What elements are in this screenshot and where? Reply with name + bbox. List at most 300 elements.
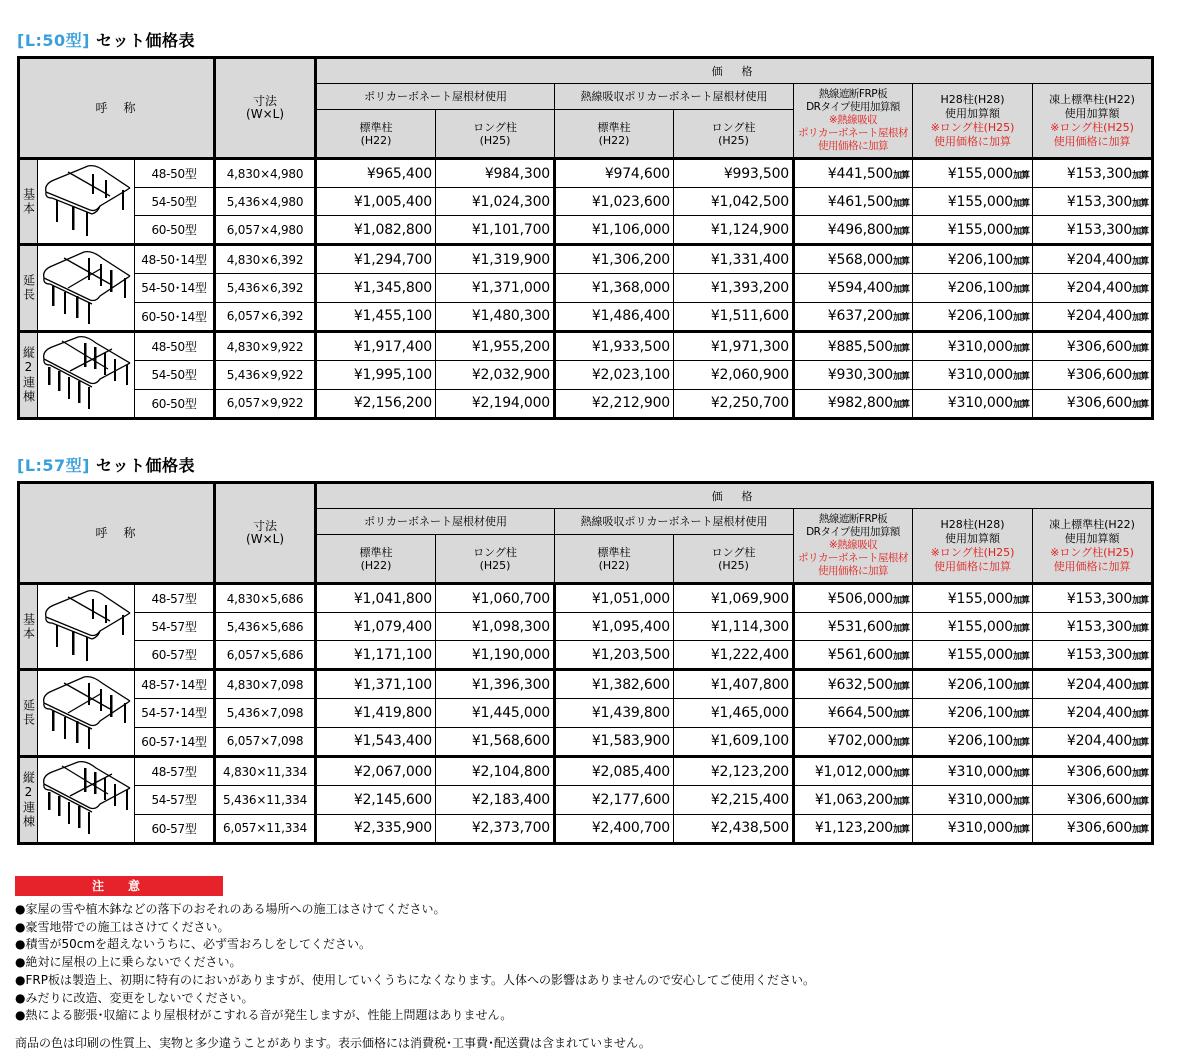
- add-amount: ¥204,400: [1066, 704, 1133, 721]
- price-cell-heat-long: ¥1,331,400: [674, 245, 794, 274]
- add-cell-frost-add: [1033, 757, 1153, 786]
- header-heat-long: [674, 110, 794, 159]
- add-amount: ¥306,600: [1066, 338, 1133, 355]
- group-label: 縦2連棟: [19, 757, 38, 844]
- header-poly-standard-line2: (H22): [360, 558, 392, 572]
- table-row: [19, 302, 1153, 331]
- price-cell-poly-std: ¥2,156,200: [316, 389, 436, 418]
- add-suffix: 加算: [1013, 796, 1030, 807]
- add-amount: ¥310,000: [947, 338, 1013, 355]
- price-cell-heat-long: ¥2,123,200: [674, 757, 794, 786]
- header-frp-line2: DRタイプ使用加算額: [806, 101, 900, 113]
- size-cell: 6,057×7,098: [215, 727, 316, 756]
- price-cell-heat-long: ¥1,971,300: [674, 332, 794, 361]
- add-suffix: 加算: [1013, 371, 1030, 382]
- group-label: 延長: [19, 670, 38, 757]
- add-amount: ¥153,300: [1066, 193, 1133, 210]
- header-frp-note1: ※熱線吸収: [828, 114, 878, 126]
- size-cell: 5,436×6,392: [215, 274, 316, 302]
- header-heat-standard-line1: 標準柱: [597, 120, 631, 134]
- price-cell-poly-long: ¥1,568,600: [436, 727, 555, 756]
- caution-note: ●みだりに改造、変更をしないでください。: [15, 990, 254, 1005]
- add-cell-frp-add: [794, 389, 913, 418]
- header-h28-line2: 使用加算額: [945, 531, 1001, 545]
- price-cell-heat-std: ¥974,600: [555, 159, 674, 188]
- add-amount: ¥204,400: [1066, 676, 1133, 693]
- add-amount: ¥206,100: [947, 308, 1013, 325]
- add-suffix: 加算: [893, 198, 910, 209]
- add-suffix: 加算: [893, 371, 910, 382]
- add-amount: ¥885,500: [827, 338, 893, 355]
- table-row: [19, 786, 1153, 814]
- add-suffix: 加算: [893, 796, 910, 807]
- price-cell-poly-long: ¥1,024,300: [436, 188, 555, 216]
- caution-note: ●積雪が50cmを超えないうちに、必ず雪おろしをしてください。: [15, 937, 372, 952]
- add-amount: ¥206,100: [947, 733, 1013, 750]
- add-cell-frost-add: [1033, 814, 1153, 843]
- add-amount: ¥531,600: [827, 618, 893, 635]
- add-amount: ¥310,000: [947, 763, 1013, 780]
- double-carport-icon: [38, 757, 135, 844]
- add-suffix: 加算: [1132, 313, 1149, 324]
- add-amount: ¥155,000: [947, 646, 1013, 663]
- add-suffix: 加算: [1132, 681, 1149, 692]
- add-cell-h28-add: [913, 188, 1033, 216]
- add-suffix: 加算: [1132, 796, 1149, 807]
- add-amount: ¥155,000: [947, 618, 1013, 635]
- add-cell-frp-add: [794, 302, 913, 331]
- price-cell-heat-long: ¥1,609,100: [674, 727, 794, 756]
- add-cell-frost-add: [1033, 699, 1153, 727]
- add-suffix: 加算: [1132, 768, 1149, 779]
- price-cell-poly-std: ¥2,145,600: [316, 786, 436, 814]
- header-frost-line2: 使用加算額: [1064, 531, 1120, 545]
- add-cell-frp-add: [794, 216, 913, 245]
- price-cell-heat-std: ¥1,439,800: [555, 699, 674, 727]
- add-suffix: 加算: [1013, 256, 1030, 267]
- add-amount: ¥306,600: [1066, 395, 1133, 412]
- model-cell: 60-57･14型: [135, 727, 215, 756]
- add-amount: ¥306,600: [1066, 791, 1133, 808]
- table-row: [19, 332, 1153, 361]
- caution-notes: [15, 901, 815, 1025]
- table-row: [19, 641, 1153, 670]
- add-suffix: 加算: [1132, 343, 1149, 354]
- add-suffix: 加算: [1013, 170, 1030, 181]
- table-body: [19, 159, 1153, 419]
- model-cell: 60-50型: [135, 389, 215, 418]
- add-cell-frost-add: [1033, 786, 1153, 814]
- add-amount: ¥153,300: [1066, 221, 1133, 238]
- basic-carport-icon: [38, 159, 135, 245]
- price-cell-heat-std: ¥1,583,900: [555, 727, 674, 756]
- add-amount: ¥306,600: [1066, 820, 1133, 837]
- price-cell-poly-long: ¥1,955,200: [436, 332, 555, 361]
- header-h28-note2: 使用価格に加算: [934, 134, 1012, 148]
- add-cell-frost-add: [1033, 641, 1153, 670]
- size-cell: 5,436×9,922: [215, 361, 316, 389]
- add-cell-frost-add: [1033, 361, 1153, 389]
- caution-note: ●家屋の雪や植木鉢などの落下のおそれのある場所への施工はさけてください。: [15, 902, 446, 916]
- add-suffix: 加算: [1013, 198, 1030, 209]
- add-cell-frp-add: [794, 814, 913, 843]
- add-amount: ¥155,000: [947, 590, 1013, 607]
- caution-note: ●熱による膨張･収縮により屋根材がこすれる音が発生しますが、性能上問題はありません。: [15, 1008, 513, 1023]
- header-frp-line1: 熱線遮断FRP板: [818, 88, 888, 100]
- header-frost-line1: 凍上標準柱(H22): [1049, 517, 1135, 531]
- price-cell-heat-long: ¥1,069,900: [674, 584, 794, 613]
- price-cell-heat-std: ¥1,051,000: [555, 584, 674, 613]
- add-suffix: 加算: [1013, 768, 1030, 779]
- add-cell-frp-add: [794, 332, 913, 361]
- header-poly-standard-line1: 標準柱: [359, 545, 393, 559]
- price-cell-poly-long: ¥1,060,700: [436, 584, 555, 613]
- model-cell: 54-50型: [135, 188, 215, 216]
- price-cell-heat-std: ¥1,203,500: [555, 641, 674, 670]
- add-cell-frost-add: [1033, 216, 1153, 245]
- header-heat-standard: [555, 535, 674, 584]
- add-suffix: 加算: [1013, 226, 1030, 237]
- add-amount: ¥306,600: [1066, 763, 1133, 780]
- price-cell-heat-long: ¥993,500: [674, 159, 794, 188]
- add-suffix: 加算: [893, 709, 910, 720]
- price-cell-poly-long: ¥1,098,300: [436, 613, 555, 641]
- add-cell-frost-add: [1033, 274, 1153, 302]
- price-cell-poly-long: ¥2,194,000: [436, 389, 555, 418]
- add-cell-frp-add: [794, 670, 913, 699]
- price-table-l57: [17, 481, 1154, 845]
- add-suffix: 加算: [1013, 284, 1030, 295]
- header-h28: [913, 509, 1033, 584]
- header-frost-note1: ※ロング柱(H25): [1050, 545, 1134, 559]
- price-cell-poly-std: ¥1,917,400: [316, 332, 436, 361]
- header-polycarbonate: ポリカーボネート屋根材使用: [316, 509, 555, 535]
- header-h28-note2: 使用価格に加算: [934, 559, 1012, 573]
- header-poly-long: [436, 535, 555, 584]
- price-cell-heat-std: ¥1,933,500: [555, 332, 674, 361]
- add-suffix: 加算: [893, 313, 910, 324]
- model-cell: 60-50型: [135, 216, 215, 245]
- table-row: [19, 159, 1153, 188]
- price-cell-heat-std: ¥1,106,000: [555, 216, 674, 245]
- price-cell-poly-long: ¥1,445,000: [436, 699, 555, 727]
- add-suffix: 加算: [893, 681, 910, 692]
- header-frost: [1033, 509, 1153, 584]
- add-cell-frost-add: [1033, 188, 1153, 216]
- model-cell: 54-50型: [135, 361, 215, 389]
- add-suffix: 加算: [1013, 623, 1030, 634]
- add-amount: ¥153,300: [1066, 590, 1133, 607]
- size-cell: 5,436×7,098: [215, 699, 316, 727]
- add-suffix: 加算: [893, 226, 910, 237]
- table-2-tag: [L:57型]: [17, 456, 90, 475]
- caution-note: ●豪雪地帯での施工はさけてください。: [15, 919, 230, 934]
- add-amount: ¥930,300: [827, 366, 893, 383]
- price-cell-heat-long: ¥1,511,600: [674, 302, 794, 331]
- model-cell: 54-57･14型: [135, 699, 215, 727]
- model-cell: 54-57型: [135, 613, 215, 641]
- header-h28: [913, 84, 1033, 159]
- add-suffix: 加算: [1132, 595, 1149, 606]
- add-cell-h28-add: [913, 332, 1033, 361]
- header-poly-standard: [316, 110, 436, 159]
- header-frost-line1: 凍上標準柱(H22): [1049, 92, 1135, 106]
- add-amount: ¥664,500: [827, 704, 893, 721]
- header-h28-line1: H28柱(H28): [940, 92, 1005, 106]
- table-row: [19, 361, 1153, 389]
- header-frp: [794, 84, 913, 159]
- price-cell-poly-long: ¥2,373,700: [436, 814, 555, 843]
- add-cell-frost-add: [1033, 584, 1153, 613]
- table-row: [19, 188, 1153, 216]
- price-cell-poly-long: ¥1,190,000: [436, 641, 555, 670]
- price-cell-poly-std: ¥1,345,800: [316, 274, 436, 302]
- add-amount: ¥568,000: [827, 251, 893, 268]
- add-suffix: 加算: [1132, 738, 1149, 749]
- size-cell: 5,436×11,334: [215, 786, 316, 814]
- model-cell: 60-57型: [135, 641, 215, 670]
- add-cell-h28-add: [913, 159, 1033, 188]
- add-amount: ¥155,000: [947, 193, 1013, 210]
- model-cell: 48-50型: [135, 159, 215, 188]
- caution-header: 注 意: [15, 876, 223, 896]
- header-frost-note1: ※ロング柱(H25): [1050, 120, 1134, 134]
- price-cell-poly-std: ¥2,067,000: [316, 757, 436, 786]
- header-poly-long: [436, 110, 555, 159]
- add-amount: ¥310,000: [947, 395, 1013, 412]
- add-cell-h28-add: [913, 274, 1033, 302]
- price-cell-heat-std: ¥2,212,900: [555, 389, 674, 418]
- add-amount: ¥496,800: [827, 221, 893, 238]
- price-cell-poly-std: ¥1,371,100: [316, 670, 436, 699]
- price-cell-heat-std: ¥1,368,000: [555, 274, 674, 302]
- header-name-label: 呼 称: [95, 100, 138, 115]
- header-frp-line2: DRタイプ使用加算額: [806, 526, 900, 538]
- header-h28-note1: ※ロング柱(H25): [930, 545, 1015, 559]
- table-body: [19, 584, 1153, 844]
- double-carport-icon: [38, 332, 135, 419]
- header-frost-note2: 使用価格に加算: [1053, 134, 1131, 148]
- price-cell-poly-std: ¥1,419,800: [316, 699, 436, 727]
- price-cell-heat-long: ¥1,465,000: [674, 699, 794, 727]
- price-cell-heat-long: ¥1,393,200: [674, 274, 794, 302]
- header-frp-note2: ポリカーボネート屋根材: [798, 127, 908, 139]
- size-cell: 4,830×6,392: [215, 245, 316, 274]
- table-row: [19, 699, 1153, 727]
- add-suffix: 加算: [893, 343, 910, 354]
- size-cell: 6,057×9,922: [215, 389, 316, 418]
- add-suffix: 加算: [1013, 825, 1030, 836]
- table-1-title: [17, 28, 195, 51]
- table-row: [19, 727, 1153, 756]
- size-cell: 4,830×5,686: [215, 584, 316, 613]
- add-suffix: 加算: [1132, 198, 1149, 209]
- add-suffix: 加算: [1013, 709, 1030, 720]
- header-price-group: [316, 58, 1153, 84]
- price-cell-heat-long: ¥2,215,400: [674, 786, 794, 814]
- add-suffix: 加算: [1013, 651, 1030, 662]
- add-suffix: 加算: [1132, 256, 1149, 267]
- header-heat-standard: [555, 110, 674, 159]
- add-amount: ¥204,400: [1066, 733, 1133, 750]
- header-h28-line2: 使用加算額: [945, 106, 1001, 120]
- add-cell-h28-add: [913, 613, 1033, 641]
- header-poly-long-line1: ロング柱: [473, 545, 517, 559]
- header-frp-note1: ※熱線吸収: [828, 539, 878, 551]
- price-cell-poly-long: ¥2,032,900: [436, 361, 555, 389]
- add-amount: ¥155,000: [947, 165, 1013, 182]
- footer-disclaimer: 商品の色は印刷の性質上、実物と多少違うことがあります。表示価格には消費税･工事費･配送費は含まれていません。: [15, 1036, 651, 1050]
- header-poly-long-line2: (H25): [479, 558, 511, 572]
- price-cell-heat-std: ¥1,023,600: [555, 188, 674, 216]
- add-suffix: 加算: [893, 170, 910, 181]
- table-row: [19, 670, 1153, 699]
- header-poly-long-line1: ロング柱: [473, 120, 517, 134]
- add-cell-frp-add: [794, 641, 913, 670]
- header-polycarbonate: ポリカーボネート屋根材使用: [316, 84, 555, 110]
- header-frost-line2: 使用加算額: [1064, 106, 1120, 120]
- add-suffix: 加算: [1013, 738, 1030, 749]
- add-cell-h28-add: [913, 814, 1033, 843]
- table-2-title: [17, 453, 195, 476]
- header-heat-long-line1: ロング柱: [711, 120, 756, 134]
- header-name-label: 呼 称: [95, 525, 138, 540]
- price-cell-poly-std: ¥1,995,100: [316, 361, 436, 389]
- header-frp-note3: 使用価格に加算: [818, 140, 889, 152]
- model-cell: 60-57型: [135, 814, 215, 843]
- add-suffix: 加算: [1132, 284, 1149, 295]
- add-amount: ¥155,000: [947, 221, 1013, 238]
- add-cell-frp-add: [794, 361, 913, 389]
- add-cell-frost-add: [1033, 389, 1153, 418]
- header-size-line2: (W×L): [246, 107, 284, 121]
- add-suffix: 加算: [1013, 681, 1030, 692]
- model-cell: 48-50･14型: [135, 245, 215, 274]
- add-suffix: 加算: [893, 738, 910, 749]
- add-cell-frost-add: [1033, 670, 1153, 699]
- price-cell-poly-std: ¥1,005,400: [316, 188, 436, 216]
- add-suffix: 加算: [893, 623, 910, 634]
- add-cell-h28-add: [913, 584, 1033, 613]
- extended-carport-icon: [38, 670, 135, 757]
- header-heat-standard-line2: (H22): [598, 558, 630, 572]
- price-cell-poly-std: ¥1,294,700: [316, 245, 436, 274]
- add-suffix: 加算: [893, 400, 910, 411]
- price-cell-heat-long: ¥2,060,900: [674, 361, 794, 389]
- price-cell-poly-long: ¥984,300: [436, 159, 555, 188]
- add-suffix: 加算: [1132, 170, 1149, 181]
- add-amount: ¥206,100: [947, 251, 1013, 268]
- add-amount: ¥1,123,200: [814, 820, 893, 837]
- model-cell: 48-50型: [135, 332, 215, 361]
- add-cell-h28-add: [913, 245, 1033, 274]
- price-cell-heat-std: ¥1,382,600: [555, 670, 674, 699]
- header-heat-long: [674, 535, 794, 584]
- caution-note: ●FRP板は製造上、初期に特有のにおいがありますが、使用していくうちになくなります。人体への影響はありませんので安心してご使用ください。: [15, 972, 815, 987]
- add-suffix: 加算: [1013, 400, 1030, 411]
- add-suffix: 加算: [1132, 623, 1149, 634]
- add-suffix: 加算: [893, 825, 910, 836]
- price-cell-poly-std: ¥1,543,400: [316, 727, 436, 756]
- price-cell-heat-std: ¥1,306,200: [555, 245, 674, 274]
- add-amount: ¥204,400: [1066, 251, 1133, 268]
- add-cell-frost-add: [1033, 159, 1153, 188]
- header-poly-standard-line2: (H22): [360, 133, 392, 147]
- add-cell-frp-add: [794, 245, 913, 274]
- header-heat-standard-line1: 標準柱: [597, 545, 631, 559]
- table-1-tag: [L:50型]: [17, 31, 90, 50]
- add-amount: ¥310,000: [947, 820, 1013, 837]
- add-cell-frp-add: [794, 274, 913, 302]
- add-suffix: 加算: [893, 651, 910, 662]
- group-label: 基本: [19, 584, 38, 670]
- header-size-line1: 寸法: [253, 519, 278, 533]
- price-cell-poly-long: ¥1,371,000: [436, 274, 555, 302]
- add-cell-h28-add: [913, 786, 1033, 814]
- price-cell-heat-std: ¥1,486,400: [555, 302, 674, 331]
- add-cell-frp-add: [794, 613, 913, 641]
- header-size: [215, 58, 316, 159]
- add-amount: ¥441,500: [827, 165, 893, 182]
- group-label: 延長: [19, 245, 38, 332]
- add-amount: ¥206,100: [947, 279, 1013, 296]
- add-cell-frp-add: [794, 757, 913, 786]
- add-cell-frost-add: [1033, 302, 1153, 331]
- table-row: [19, 245, 1153, 274]
- add-cell-h28-add: [913, 641, 1033, 670]
- price-cell-heat-long: ¥2,438,500: [674, 814, 794, 843]
- header-size-line1: 寸法: [253, 94, 278, 108]
- add-amount: ¥637,200: [827, 308, 893, 325]
- add-cell-frp-add: [794, 159, 913, 188]
- price-cell-poly-std: ¥2,335,900: [316, 814, 436, 843]
- price-cell-poly-std: ¥1,041,800: [316, 584, 436, 613]
- add-amount: ¥310,000: [947, 366, 1013, 383]
- header-price-label: 価 格: [711, 64, 757, 78]
- price-cell-heat-std: ¥1,095,400: [555, 613, 674, 641]
- header-poly-long-line2: (H25): [479, 133, 511, 147]
- add-amount: ¥206,100: [947, 676, 1013, 693]
- size-cell: 6,057×5,686: [215, 641, 316, 670]
- header-frp-line1: 熱線遮断FRP板: [818, 513, 888, 525]
- add-suffix: 加算: [1132, 371, 1149, 382]
- add-amount: ¥153,300: [1066, 165, 1133, 182]
- add-amount: ¥306,600: [1066, 366, 1133, 383]
- size-cell: 5,436×5,686: [215, 613, 316, 641]
- add-cell-frp-add: [794, 727, 913, 756]
- price-table-l50: [17, 56, 1154, 420]
- add-cell-frost-add: [1033, 727, 1153, 756]
- header-name: [19, 58, 215, 159]
- header-heat-long-line2: (H25): [718, 558, 749, 572]
- add-suffix: 加算: [1132, 651, 1149, 662]
- add-amount: ¥153,300: [1066, 646, 1133, 663]
- header-heat-standard-line2: (H22): [598, 133, 630, 147]
- group-label: 縦2連棟: [19, 332, 38, 419]
- price-cell-poly-long: ¥2,183,400: [436, 786, 555, 814]
- price-cell-poly-long: ¥1,101,700: [436, 216, 555, 245]
- add-suffix: 加算: [1132, 709, 1149, 720]
- price-cell-heat-long: ¥2,250,700: [674, 389, 794, 418]
- header-h28-note1: ※ロング柱(H25): [930, 120, 1015, 134]
- size-cell: 5,436×4,980: [215, 188, 316, 216]
- size-cell: 6,057×11,334: [215, 814, 316, 843]
- add-amount: ¥153,300: [1066, 618, 1133, 635]
- add-amount: ¥561,600: [827, 646, 893, 663]
- add-suffix: 加算: [893, 595, 910, 606]
- price-cell-heat-std: ¥2,085,400: [555, 757, 674, 786]
- basic-carport-icon: [38, 584, 135, 670]
